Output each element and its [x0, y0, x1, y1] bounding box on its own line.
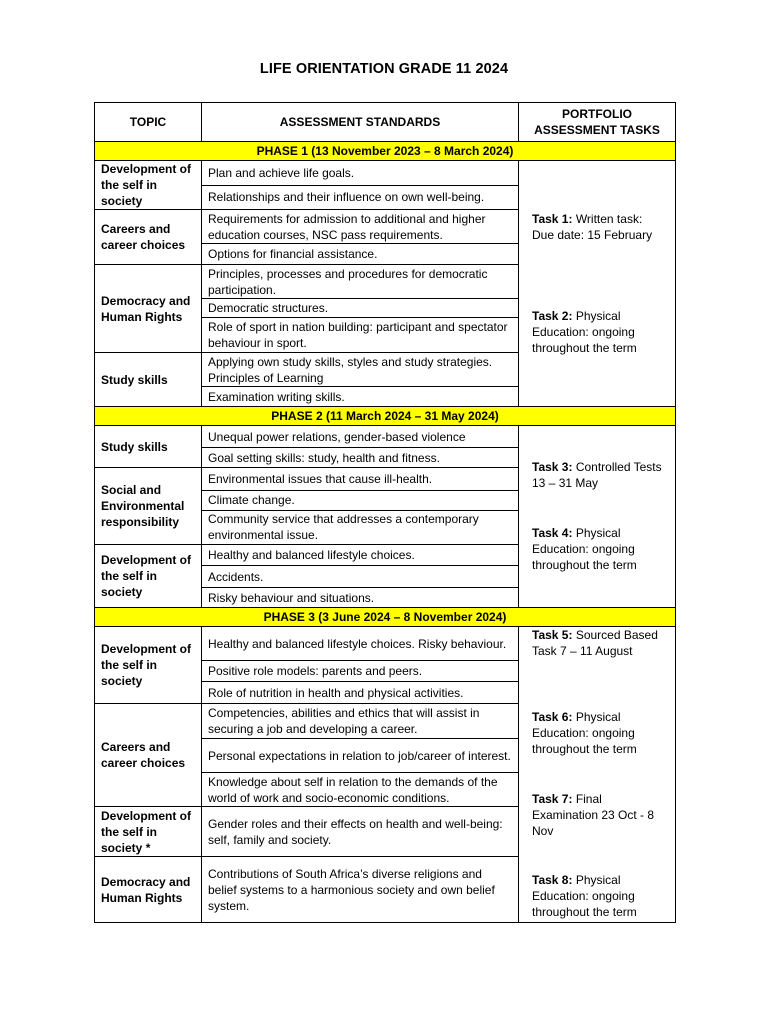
- table-row: [95, 161, 676, 186]
- task-item: [532, 791, 663, 839]
- standard-cell: Risky behaviour and situations.: [202, 588, 519, 608]
- task-label: Task 4:: [532, 526, 573, 540]
- task-label: Task 3:: [532, 460, 573, 474]
- topic-cell: Development of the self in society: [95, 627, 202, 704]
- standard-cell: Climate change.: [202, 490, 519, 510]
- phase-row: [95, 407, 676, 426]
- phase-label: PHASE 3 (3 June 2024 – 8 November 2024): [95, 608, 676, 627]
- tasks-cell: [519, 426, 676, 608]
- topic-cell: Development of the self in society: [95, 161, 202, 210]
- header-topic: TOPIC: [95, 103, 202, 142]
- topic-cell: Development of the self in society: [95, 544, 202, 608]
- standard-cell: Contributions of South Africa’s diverse religions and belief systems to a harmonious society and own belief system.: [202, 857, 519, 923]
- topic-cell: Study skills: [95, 426, 202, 468]
- phase-row: [95, 142, 676, 161]
- task-text: Physical Education: ongoing throughout the term: [532, 873, 637, 919]
- topic-cell: Social and Environmental responsibility: [95, 468, 202, 545]
- task-text: Sourced Based Task 7 – 11 August: [532, 628, 658, 658]
- task-item: [532, 459, 663, 491]
- table-row: [95, 627, 676, 661]
- task-text: Physical Education: ongoing throughout the term: [532, 710, 637, 756]
- task-label: Task 2:: [532, 309, 573, 323]
- topic-cell: Careers and career choices: [95, 210, 202, 265]
- task-text: Physical Education: ongoing throughout the term: [532, 526, 637, 572]
- table-header-row: [95, 103, 676, 142]
- table-row: [95, 426, 676, 448]
- standard-cell: Healthy and balanced lifestyle choices. Risky behaviour.: [202, 627, 519, 661]
- standard-cell: Democratic structures.: [202, 299, 519, 318]
- task-label: Task 8:: [532, 873, 573, 887]
- standard-cell: Examination writing skills.: [202, 387, 519, 407]
- task-item: [532, 308, 663, 356]
- task-label: Task 1:: [532, 212, 573, 226]
- standard-cell: Role of sport in nation building: participant and spectator behaviour in sport.: [202, 318, 519, 353]
- task-item: [532, 709, 663, 757]
- task-text: Final Examination 23 Oct - 8 Nov: [532, 792, 655, 838]
- standard-cell: Competencies, abilities and ethics that will assist in securing a job and developing a career.: [202, 704, 519, 739]
- phase-row: [95, 608, 676, 627]
- standard-cell: Environmental issues that cause ill-health.: [202, 468, 519, 491]
- standard-cell: Options for financial assistance.: [202, 244, 519, 265]
- task-text: Written task: Due date: 15 February: [532, 212, 653, 242]
- task-item: [532, 211, 663, 243]
- task-label: Task 5:: [532, 628, 573, 642]
- task-item: [532, 872, 663, 920]
- standard-cell: Personal expectations in relation to job/career of interest.: [202, 739, 519, 773]
- standard-cell: Requirements for admission to additional and higher education courses, NSC pass requirements.: [202, 210, 519, 244]
- standard-cell: Gender roles and their effects on health and well-being: self, family and society.: [202, 807, 519, 857]
- topic-cell: Democracy and Human Rights: [95, 857, 202, 923]
- standard-cell: Relationships and their influence on own well-being.: [202, 185, 519, 210]
- standard-cell: Knowledge about self in relation to the demands of the world of work and socio-economic conditions.: [202, 773, 519, 807]
- task-text: Controlled Tests 13 – 31 May: [532, 460, 662, 490]
- standard-cell: Plan and achieve life goals.: [202, 161, 519, 186]
- standard-cell: Goal setting skills: study, health and fitness.: [202, 448, 519, 468]
- standard-cell: Unequal power relations, gender-based violence: [202, 426, 519, 448]
- standard-cell: Positive role models: parents and peers.: [202, 661, 519, 682]
- header-assessment-standards: ASSESSMENT STANDARDS: [202, 103, 519, 142]
- topic-cell: Study skills: [95, 353, 202, 407]
- tasks-cell: [519, 627, 676, 923]
- standard-cell: Accidents.: [202, 566, 519, 588]
- phase-label: PHASE 1 (13 November 2023 – 8 March 2024): [95, 142, 676, 161]
- topic-cell: Development of the self in society *: [95, 807, 202, 857]
- topic-cell: Democracy and Human Rights: [95, 265, 202, 353]
- topic-cell: Careers and career choices: [95, 704, 202, 807]
- standard-cell: Healthy and balanced lifestyle choices.: [202, 544, 519, 566]
- task-text: Physical Education: ongoing throughout the term: [532, 309, 637, 355]
- standard-cell: Applying own study skills, styles and study strategies. Principles of Learning: [202, 353, 519, 387]
- assessment-plan-table: [94, 102, 676, 923]
- header-portfolio-tasks: PORTFOLIO ASSESSMENT TASKS: [519, 103, 676, 142]
- task-item: [532, 525, 663, 573]
- task-item: [532, 627, 663, 659]
- phase-label: PHASE 2 (11 March 2024 – 31 May 2024): [95, 407, 676, 426]
- tasks-cell: [519, 161, 676, 407]
- task-label: Task 7:: [532, 792, 573, 806]
- standard-cell: Role of nutrition in health and physical activities.: [202, 682, 519, 704]
- standard-cell: Community service that addresses a contemporary environmental issue.: [202, 510, 519, 544]
- task-label: Task 6:: [532, 710, 573, 724]
- standard-cell: Principles, processes and procedures for democratic participation.: [202, 265, 519, 299]
- document-title: LIFE ORIENTATION GRADE 11 2024: [259, 61, 509, 77]
